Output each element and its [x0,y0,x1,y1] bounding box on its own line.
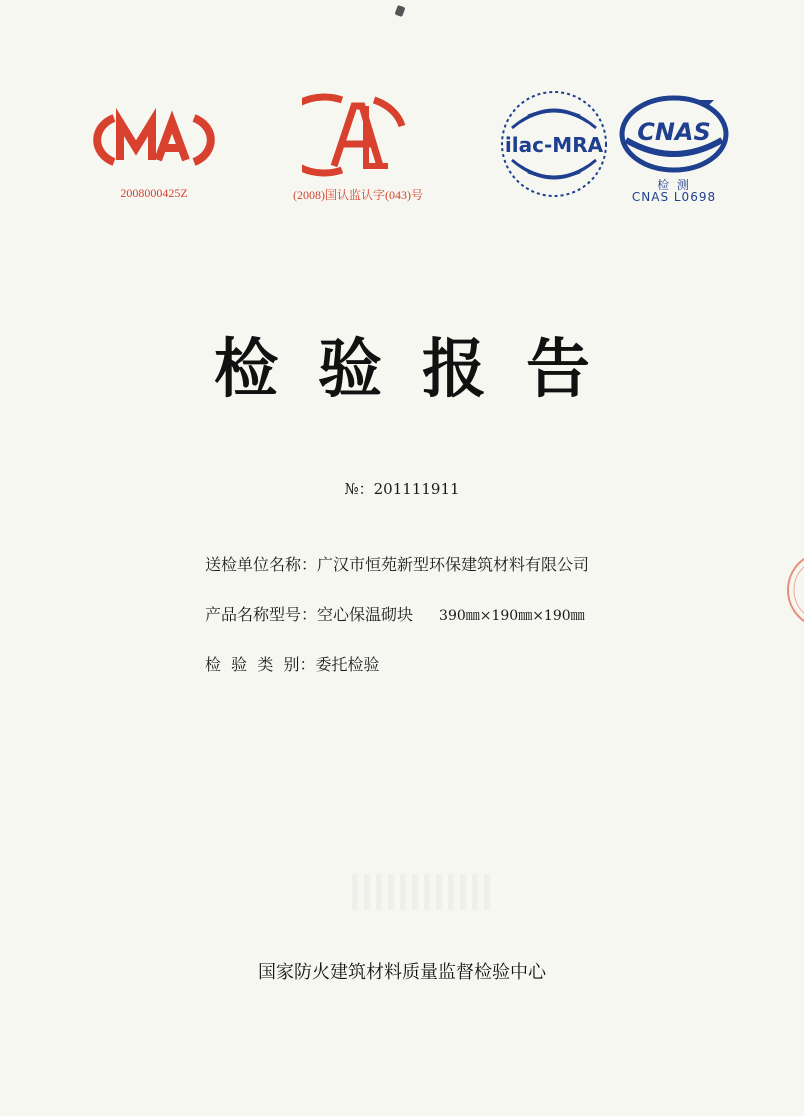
field-inspection-type-label: 检 验 类 别： [205,655,316,674]
field-client [205,552,589,575]
staple-mark [395,5,406,17]
issuing-organization: 国家防火建筑材料质量监督检验中心 [258,962,546,983]
field-product-label: 产品名称型号： [205,605,318,624]
report-title: 检验报告 [214,333,630,407]
cal-number: (2008)国认监认字(043)号 [293,188,423,202]
faint-imprint [352,874,492,910]
ilac-mra-text: ilac-MRA [504,133,604,157]
cma-logo [92,108,216,172]
cnas-accreditation-number: CNAS L0698 [631,190,717,204]
report-number-label: №： [344,480,374,498]
cal-logo [302,92,412,178]
report-number-value: 201111911 [373,480,460,498]
cnas-caption-type: 检 测 [657,178,691,192]
cnas-logo [618,94,730,174]
field-product-spec: 390㎜×190㎜×190㎜ [439,608,585,624]
cnas-text: CNAS [637,118,711,146]
field-inspection-type-value: 委托检验 [315,655,380,674]
seal-stamp-partial [764,540,804,640]
cma-number: 2008000425Z [120,186,188,200]
field-product [205,602,585,625]
field-client-value: 广汉市恒苑新型环保建筑材料有限公司 [317,555,590,574]
ilac-mra-logo [498,88,610,200]
field-client-label: 送检单位名称： [205,555,318,574]
field-product-value: 空心保温砌块 [317,605,414,624]
field-inspection-type [205,652,380,675]
report-number [0,478,804,499]
